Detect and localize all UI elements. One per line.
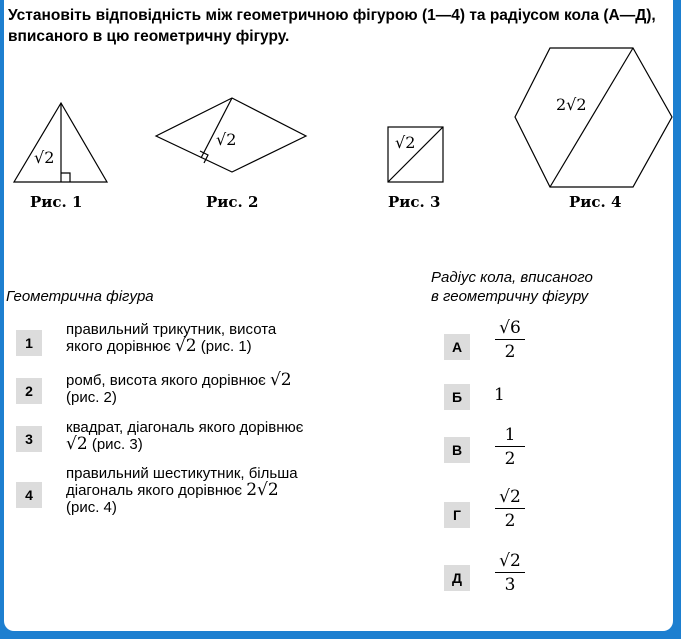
fig3-caption: Рис. 3 (388, 193, 441, 211)
option-g-numerator: √2 (499, 487, 521, 507)
option-a-denominator: 2 (504, 342, 516, 362)
option-a-fraction-bar (495, 339, 525, 340)
item-4-line-3: (рис. 4) (66, 499, 117, 516)
option-a-letter: А (444, 334, 470, 360)
task-sheet (4, 0, 673, 631)
item-2-math: √2 (269, 370, 292, 390)
triangle-right-angle (61, 173, 70, 182)
fig1-caption: Рис. 1 (30, 193, 83, 211)
right-column-header (431, 268, 593, 306)
option-b-value: 1 (494, 385, 505, 405)
option-d-value (490, 551, 530, 595)
rhombus-height (201, 98, 232, 158)
task-line-1: Установіть відповідність між геометричною фігурою (1—4) та радіусом кола (А—Д), (8, 7, 656, 24)
option-v-denominator: 2 (504, 449, 516, 469)
item-2-number: 2 (16, 378, 42, 404)
task-line-2: вписаного в цю геометричну фігуру. (8, 28, 290, 45)
item-1-line-1: правильний трикутник, висота (66, 321, 277, 338)
option-a-value (490, 318, 530, 362)
item-4-line-1: правильний шестикутник, більша (66, 465, 298, 482)
option-g-denominator: 2 (504, 511, 516, 531)
option-v-value (490, 425, 530, 469)
item-4-line-2: діагональ якого дорівнює 2√2 (66, 480, 279, 500)
fig3-diagonal-label: √2 (395, 133, 416, 152)
fig1-height-label: √2 (34, 148, 55, 167)
item-3-number: 3 (16, 426, 42, 452)
item-3-line-2: √2 (рис. 3) (66, 434, 143, 454)
fig4-diagonal-label: 2√2 (556, 95, 587, 114)
item-3-description (66, 419, 303, 453)
item-4-number: 4 (16, 482, 42, 508)
hexagon-diagonal (550, 48, 633, 187)
left-column-header: Геометрична фігура (6, 288, 154, 305)
item-2-line-1: ромб, висота якого дорівнює √2 (66, 370, 292, 390)
option-a-numerator: √6 (499, 318, 521, 338)
option-g-value (490, 487, 530, 531)
right-header-line-2: в геометричну фігуру (431, 288, 589, 305)
item-1-number: 1 (16, 330, 42, 356)
option-d-letter: Д (444, 565, 470, 591)
item-4-description (66, 465, 298, 516)
option-v-letter: В (444, 437, 470, 463)
item-1-line-2: якого дорівнює √2 (рис. 1) (66, 336, 252, 356)
option-g-fraction-bar (495, 508, 525, 509)
fig2-caption: Рис. 2 (206, 193, 259, 211)
item-2-line-2: (рис. 2) (66, 389, 117, 406)
hexagon-shape (515, 48, 672, 187)
item-3-line-1: квадрат, діагональ якого дорівнює (66, 419, 304, 436)
option-d-numerator: √2 (499, 551, 521, 571)
item-3-math: √2 (66, 434, 88, 454)
option-v-fraction-bar (495, 446, 525, 447)
option-g-letter: Г (444, 502, 470, 528)
right-header-line-1: Радіус кола, вписаного (431, 269, 593, 286)
item-1-description (66, 321, 276, 355)
option-b-letter: Б (444, 384, 470, 410)
option-v-numerator: 1 (504, 425, 516, 445)
option-d-fraction-bar (495, 572, 525, 573)
option-d-denominator: 3 (504, 575, 516, 595)
item-2-description (66, 372, 292, 406)
item-1-math: √2 (174, 336, 197, 356)
fig4-caption: Рис. 4 (569, 193, 622, 211)
fig2-height-label: √2 (216, 130, 237, 149)
item-4-math: 2√2 (246, 480, 279, 500)
